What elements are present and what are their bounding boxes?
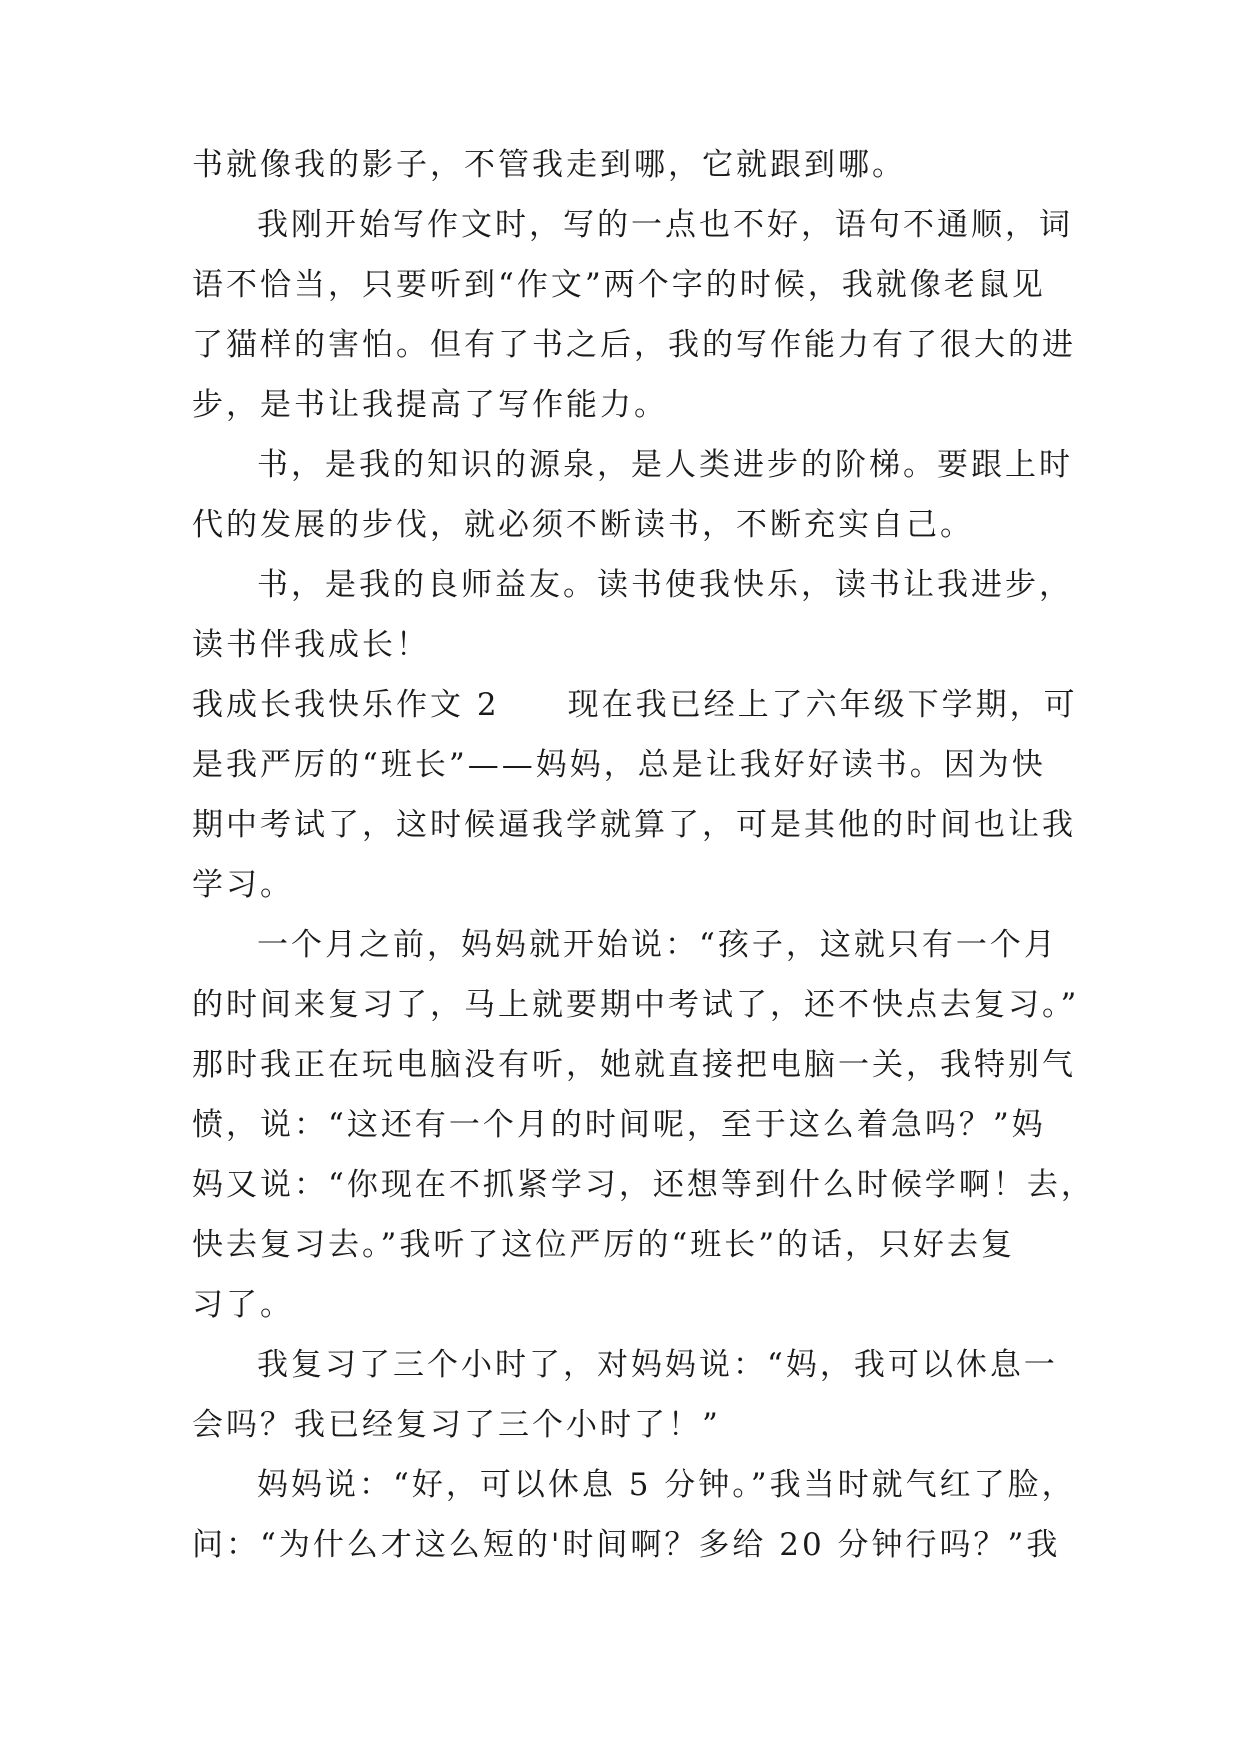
- text-line: 快去复习去。”我听了这位严厉的“班长”的话，只好去复: [192, 1227, 1016, 1263]
- text-line: 问：“为什么才这么短的'时间啊？多给 20 分钟行吗？”我: [192, 1527, 1061, 1563]
- text-line: 语不恰当，只要听到“作文”两个字的时候，我就像老鼠见: [192, 267, 1046, 303]
- text-line: 书，是我的良师益友。读书使我快乐，读书让我进步，: [257, 567, 1073, 603]
- text-line: 习了。: [192, 1287, 294, 1323]
- text-line: 期中考试了，这时候逼我学就算了，可是其他的时间也让我: [192, 807, 1076, 843]
- text-line: 我成长我快乐作文 2 现在我已经上了六年级下学期，可: [192, 687, 1078, 723]
- text-line: 我刚开始写作文时，写的一点也不好，语句不通顺，词: [257, 207, 1073, 243]
- text-line: 了猫样的害怕。但有了书之后，我的写作能力有了很大的进: [192, 327, 1076, 363]
- text-line: 妈又说：“你现在不抓紧学习，还想等到什么时候学啊！去，: [192, 1167, 1095, 1203]
- text-line: 书就像我的影子，不管我走到哪，它就跟到哪。: [192, 147, 906, 183]
- text-line: 一个月之前，妈妈就开始说：“孩子，这就只有一个月: [257, 927, 1058, 963]
- text-line: 是我严厉的“班长”——妈妈，总是让我好好读书。因为快: [192, 747, 1046, 783]
- text-line: 读书伴我成长！: [192, 627, 430, 663]
- text-line: 学习。: [192, 867, 294, 903]
- text-line: 步，是书让我提高了写作能力。: [192, 387, 668, 423]
- text-line: 我复习了三个小时了，对妈妈说：“妈，我可以休息一: [257, 1347, 1058, 1383]
- text-line: 代的发展的步伐，就必须不断读书，不断充实自己。: [192, 507, 974, 543]
- text-line: 书，是我的知识的源泉，是人类进步的阶梯。要跟上时: [257, 447, 1073, 483]
- text-line: 那时我正在玩电脑没有听，她就直接把电脑一关，我特别气: [192, 1047, 1076, 1083]
- text-line: 妈妈说：“好，可以休息 5 分钟。”我当时就气红了脸，: [257, 1467, 1076, 1503]
- text-line: 会吗？我已经复习了三个小时了！”: [192, 1407, 721, 1443]
- text-line: 的时间来复习了，马上就要期中考试了，还不快点去复习。”: [192, 987, 1080, 1023]
- text-line: 愤，说：“这还有一个月的时间呢，至于这么着急吗？”妈: [192, 1107, 1046, 1143]
